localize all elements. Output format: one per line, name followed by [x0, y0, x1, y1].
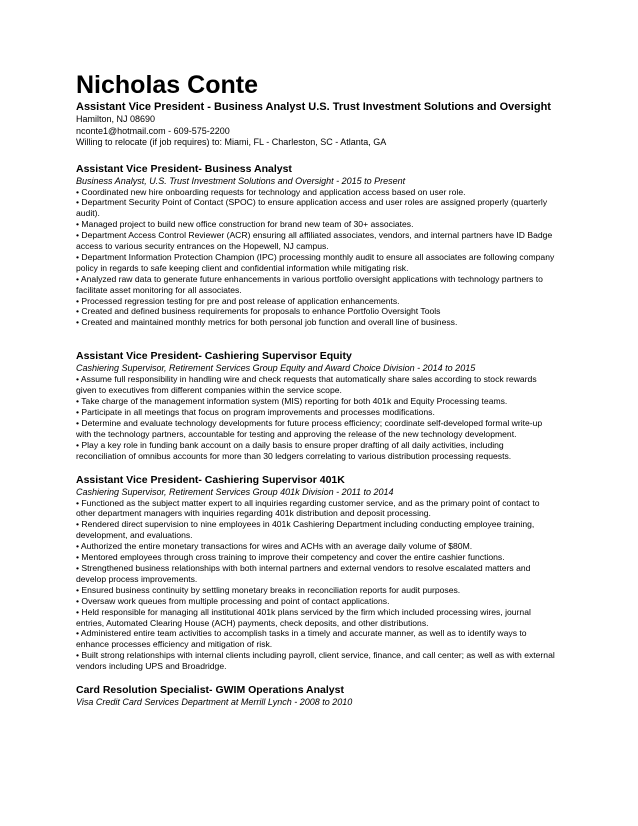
- job-bullet: • Assume full responsibility in handling wire and check requests that automatically share sales according to stock rewards given to executives from different companies within the service scope.: [76, 374, 537, 396]
- contact-relocation: Willing to relocate (if job requires) to: Miami, FL - Charleston, SC - Atlanta, GA: [76, 137, 387, 147]
- job-bullet: • Processed regression testing for pre and post release of application enhancements.: [76, 295, 400, 306]
- job-entry: [76, 350, 556, 461]
- candidate-name: Nicholas Conte: [76, 71, 258, 99]
- job-entry: [76, 474, 556, 673]
- candidate-headline: Assistant Vice President - Business Analyst U.S. Trust Investment Solutions and Oversight: [76, 101, 551, 113]
- job-bullet: • Built strong relationships with internal clients including payroll, client service, finance, and call center; as well as with external vendors including UPS and Broadridge.: [76, 650, 555, 672]
- resume-header: [76, 70, 556, 149]
- job-bullet: • Held responsible for managing all institutional 401k plans serviced by the firm which included processing wires, journal entries, Automated Clearing House (ACH) payments, check deposits, and other distributions.: [76, 606, 531, 628]
- job-bullet: • Mentored employees through cross training to improve their competency and cover the entire cashier functions.: [76, 552, 505, 563]
- job-bullet: • Strengthened business relationships with both internal partners and external vendors to resolve escalated matters and develop process improvements.: [76, 562, 531, 584]
- job-bullet: • Created and maintained monthly metrics for both personal job function and overall line of business.: [76, 317, 458, 328]
- job-title: Assistant Vice President- Business Analyst: [76, 162, 292, 175]
- job-bullet: • Department Security Point of Contact (SPOC) to ensure application access and user roles are assigned properly (quarterly audit).: [76, 197, 548, 219]
- job-bullet: • Coordinated new hire onboarding requests for technology and application access based on user role.: [76, 186, 466, 197]
- job-subtitle: Business Analyst, U.S. Trust Investment Solutions and Oversight - 2015 to Present: [76, 175, 406, 186]
- contact-email-phone: nconte1@hotmail.com - 609-575-2200: [76, 125, 230, 136]
- contact-location: Hamilton, NJ 08690: [76, 114, 156, 124]
- job-title: Assistant Vice President- Cashiering Supervisor 401K: [76, 473, 345, 486]
- job-bullet: • Administered entire team activities to accomplish tasks in a timely and accurate manner, as well as to identify ways to enhance processes efficiency and mitigation of risk.: [76, 628, 527, 650]
- job-bullet: • Ensured business continuity by settling monetary breaks in reconciliation reports for audit purposes.: [76, 584, 461, 595]
- job-subtitle: Cashiering Supervisor, Retirement Services Group Equity and Award Choice Division - 2014 to 2015: [76, 363, 476, 374]
- job-title: Card Resolution Specialist- GWIM Operations Analyst: [76, 684, 344, 697]
- job-title: Assistant Vice President- Cashiering Supervisor Equity: [76, 350, 352, 363]
- job-subtitle: Cashiering Supervisor, Retirement Services Group 401k Division - 2011 to 2014: [76, 486, 394, 497]
- job-bullet: • Department Information Protection Champion (IPC) processing monthly audit to ensure all associates are following company policy in regards to safe keeping client and confidential information while mitigating risk.: [76, 251, 555, 273]
- job-bullet: • Department Access Control Reviewer (ACR) ensuring all affiliated associates, vendors, and internal partners have ID Badge access to various security entrances on the Hopewell, NJ campus.: [76, 230, 553, 252]
- job-bullet: • Authorized the entire monetary transactions for wires and ACHs with an average daily volume of $80M.: [76, 541, 473, 552]
- job-bullet: • Take charge of the management information system (MIS) reporting for both 401k and Equity Processing teams.: [76, 396, 508, 407]
- job-entry: [76, 684, 556, 708]
- contact-info: [76, 114, 556, 149]
- job-bullet: • Managed project to build new office construction for brand new team of 30+ associates.: [76, 219, 414, 230]
- job-subtitle: Visa Credit Card Services Department at Merrill Lynch - 2008 to 2010: [76, 697, 353, 708]
- job-bullet: • Oversaw work queues from multiple processing and point of contact applications.: [76, 595, 390, 606]
- job-bullet: • Play a key role in funding bank account on a daily basis to ensure proper drafting of all daily activities, including reconciliation of omnibus accounts for more than 30 ledgers correlating to various distribution processing requests.: [76, 439, 512, 461]
- job-bullet: • Rendered direct supervision to nine employees in 401k Cashiering Department including conducting employee training, development, and evaluations.: [76, 519, 535, 541]
- job-bullet: • Determine and evaluate technology developments for future process efficiency; coordinate self-developed formal write-up with the technology partners, accountable for testing and approving the release of the new technology development.: [76, 417, 543, 439]
- job-bullet: • Analyzed raw data to generate future enhancements in various portfolio oversight applications with technology partners to facilitate asset monitoring for all associates.: [76, 273, 543, 295]
- resume-content: [76, 70, 556, 708]
- job-entry: [76, 163, 556, 329]
- job-bullet: • Created and defined business requirements for proposals to enhance Portfolio Oversight Tools: [76, 306, 441, 317]
- job-bullet: • Participate in all meetings that focus on program improvements and processes modifications.: [76, 407, 435, 417]
- job-bullet: • Functioned as the subject matter expert to all inquiries regarding customer service, and as the primary point of contact to other department managers with inquiries regarding 401k distribution and deposit processing.: [76, 497, 540, 519]
